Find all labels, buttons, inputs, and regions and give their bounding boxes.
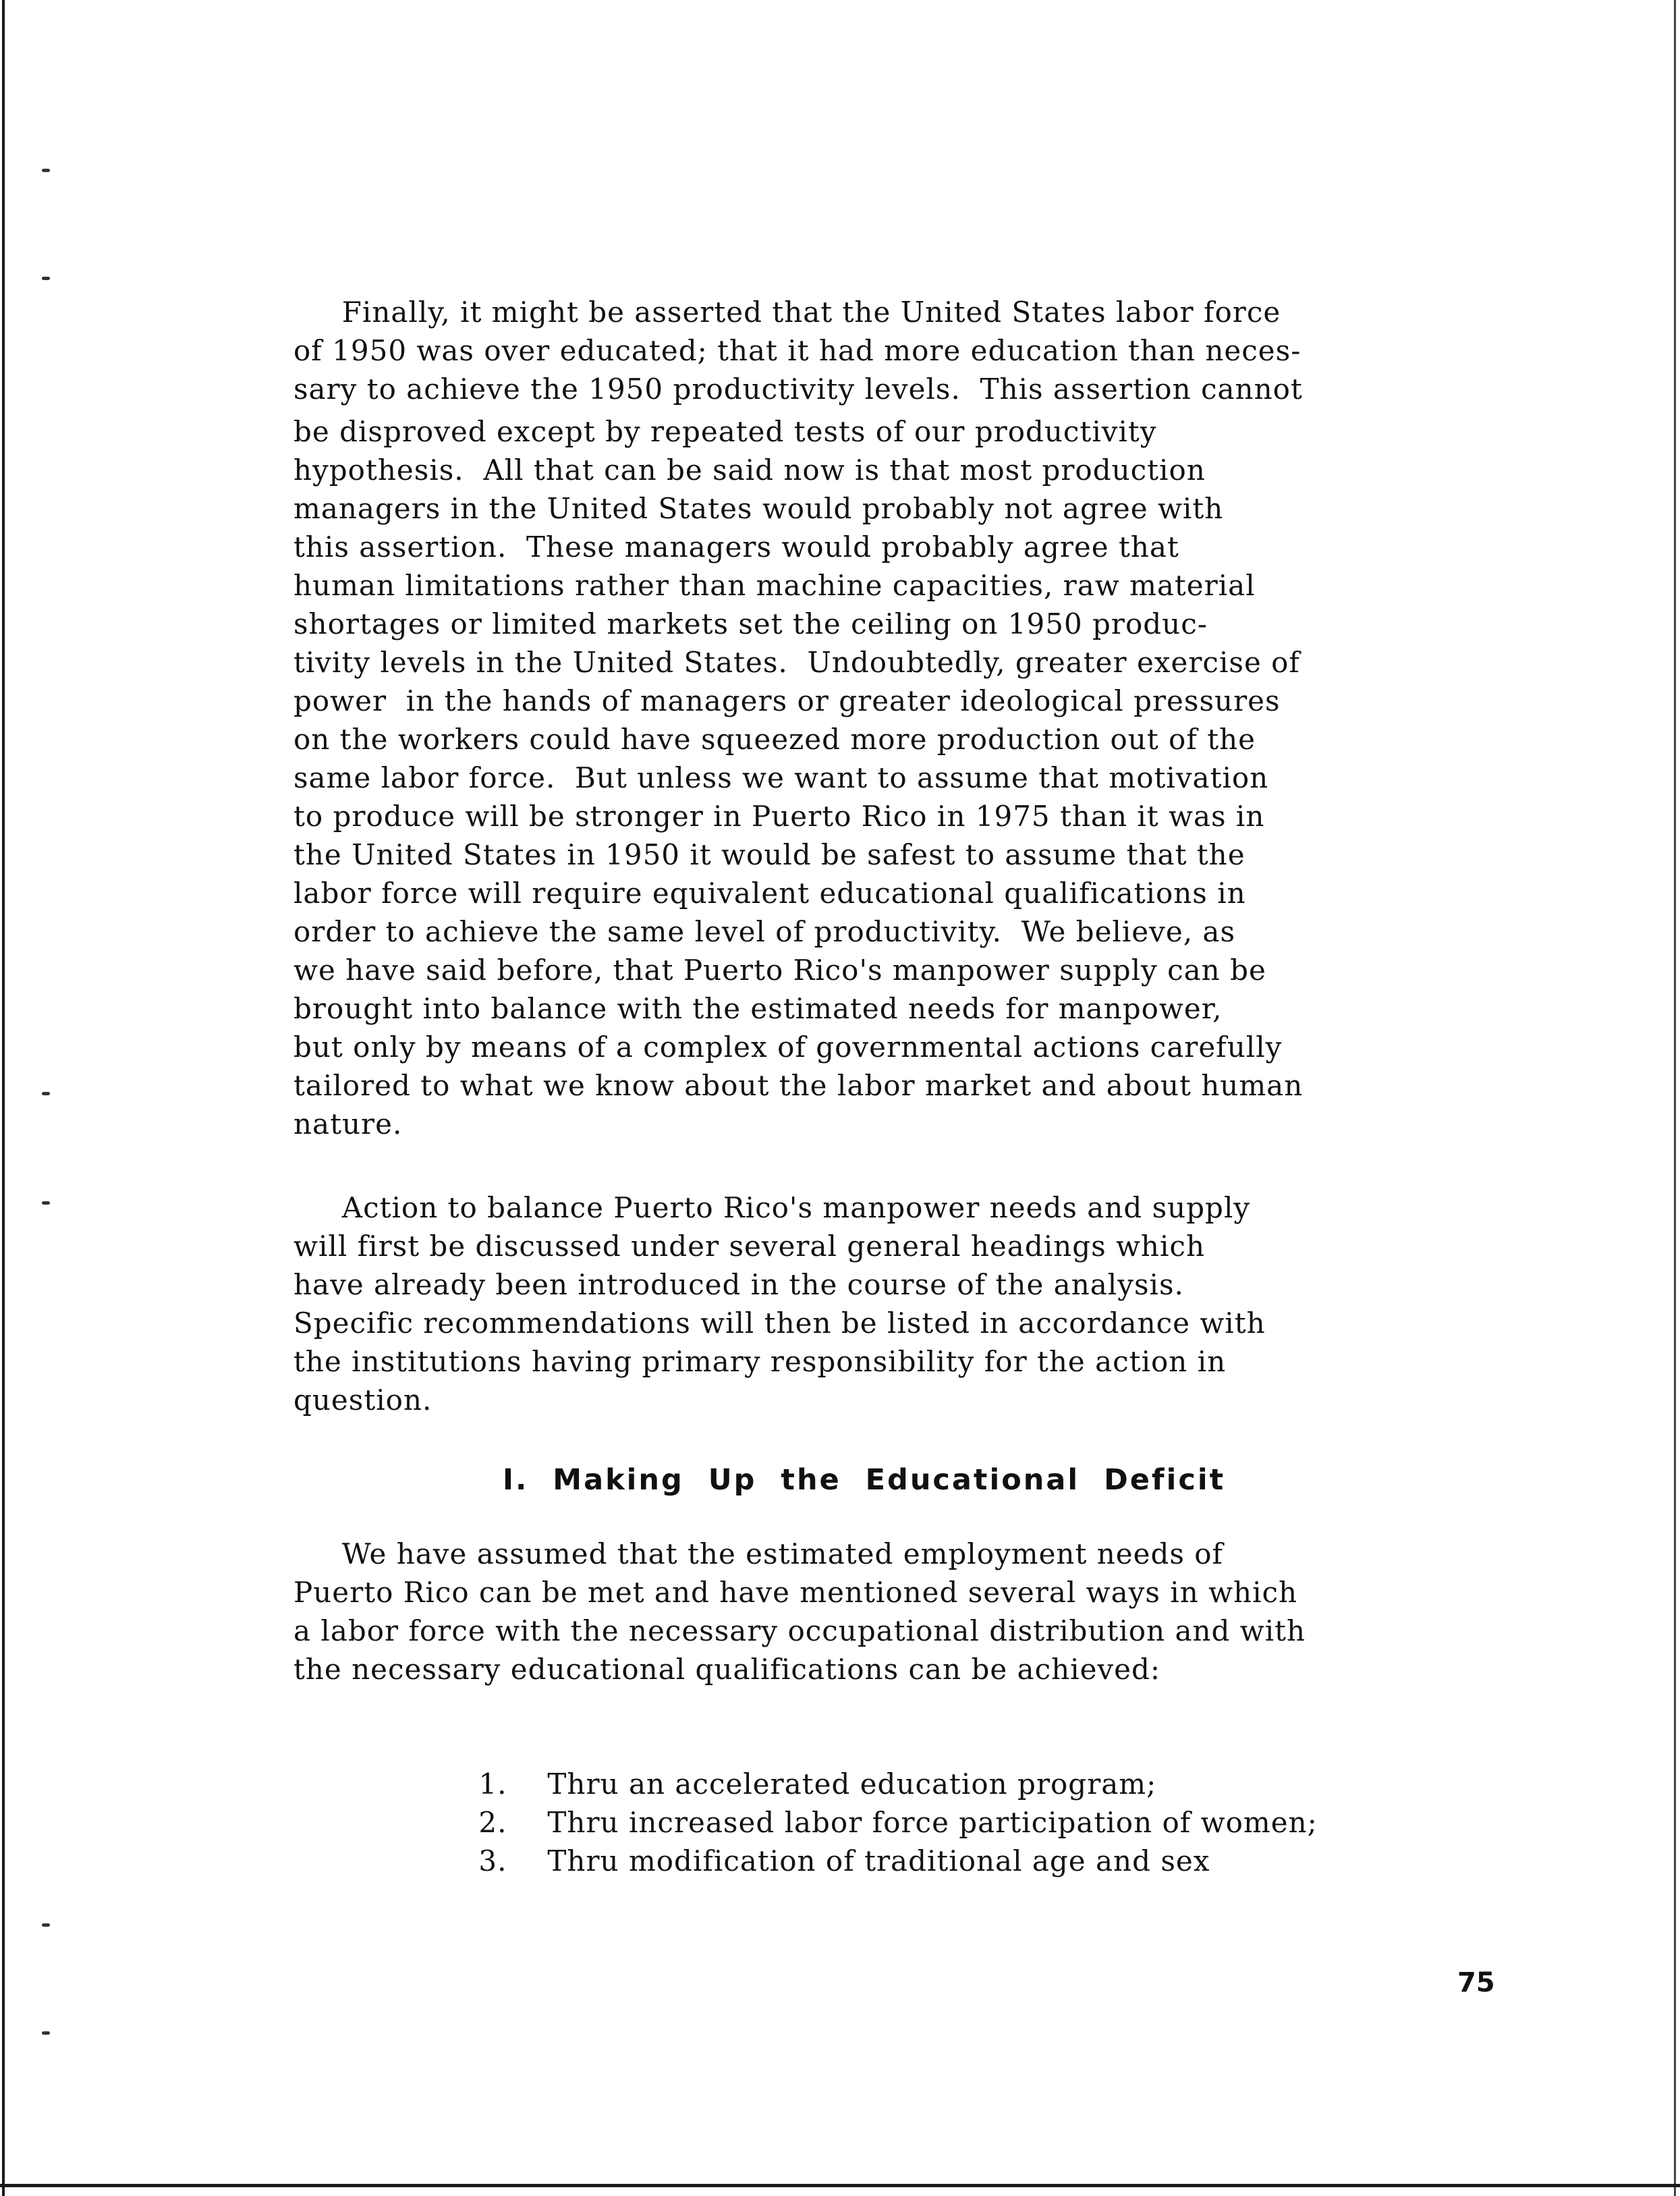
text-line: Action to balance Puerto Rico's manpower needs and supply — [293, 1191, 1251, 1224]
text-line: question. — [293, 1383, 432, 1417]
text-line: this assertion. These managers would probably agree that — [293, 530, 1179, 564]
text-line: tailored to what we know about the labor market and about human — [293, 1069, 1304, 1102]
margin-speck — [42, 1201, 50, 1205]
list-item-text: Thru modification of traditional age and sex — [547, 1844, 1210, 1877]
list-item-text: Thru increased labor force participation of women; — [547, 1806, 1318, 1839]
text-line: shortages or limited markets set the ceiling on 1950 produc- — [293, 607, 1208, 640]
text-line: power in the hands of managers or greater ideological pressures — [293, 684, 1281, 717]
text-line: labor force will require equivalent educational qualifications in — [293, 877, 1246, 910]
text-line: of 1950 was over educated; that it had more education than neces- — [293, 334, 1301, 367]
margin-speck — [42, 169, 50, 172]
list-item-number: 1. — [478, 1767, 507, 1801]
text-line: hypothesis. All that can be said now is that most production — [293, 454, 1206, 487]
text-line: human limitations rather than machine capacities, raw material — [293, 569, 1256, 602]
margin-speck — [42, 1092, 50, 1095]
text-line: the United States in 1950 it would be safest to assume that the — [293, 838, 1245, 871]
text-line: the institutions having primary responsibility for the action in — [293, 1345, 1227, 1378]
text-line: managers in the United States would probably not agree with — [293, 492, 1224, 525]
text-line: have already been introduced in the course of the analysis. — [293, 1268, 1184, 1301]
list-item-number: 2. — [478, 1806, 507, 1839]
text-line: We have assumed that the estimated employment needs of — [293, 1537, 1224, 1570]
text-line: Finally, it might be asserted that the United States labor force — [293, 296, 1281, 329]
page-border-right — [1674, 0, 1676, 2196]
text-line: but only by means of a complex of governmental actions carefully — [293, 1031, 1283, 1064]
margin-speck — [42, 277, 50, 280]
text-line: Specific recommendations will then be listed in accordance with — [293, 1307, 1266, 1340]
text-line: sary to achieve the 1950 productivity levels. This assertion cannot — [293, 373, 1303, 406]
text-line: a labor force with the necessary occupational distribution and with — [293, 1614, 1306, 1647]
text-line: same labor force. But unless we want to assume that motivation — [293, 761, 1269, 794]
text-line: will first be discussed under several general headings which — [293, 1230, 1205, 1263]
text-line: Puerto Rico can be met and have mentioned several ways in which — [293, 1576, 1298, 1609]
text-line: to produce will be stronger in Puerto Rico in 1975 than it was in — [293, 800, 1265, 833]
text-line: we have said before, that Puerto Rico's manpower supply can be — [293, 954, 1266, 987]
list-item-number: 3. — [478, 1844, 507, 1877]
section-heading: I. Making Up the Educational Deficit — [503, 1463, 1226, 1497]
text-line: be disproved except by repeated tests of our productivity — [293, 415, 1157, 448]
text-line: order to achieve the same level of productivity. We believe, as — [293, 915, 1236, 948]
page-number: 75 — [1457, 1967, 1495, 1998]
list-item — [440, 1805, 1210, 1918]
text-line: on the workers could have squeezed more production out of the — [293, 723, 1256, 756]
text-line: tivity levels in the United States. Undoubtedly, greater exercise of — [293, 646, 1300, 679]
margin-speck — [42, 2031, 50, 2035]
page-border-left — [2, 0, 5, 2196]
list-item-text: Thru an accelerated education program; — [547, 1767, 1157, 1801]
text-line: brought into balance with the estimated needs for manpower, — [293, 992, 1223, 1025]
text-line: nature. — [293, 1107, 403, 1141]
page-border-bottom — [0, 2184, 1680, 2187]
text-line: the necessary educational qualifications can be achieved: — [293, 1653, 1161, 1686]
margin-speck — [42, 1923, 50, 1927]
